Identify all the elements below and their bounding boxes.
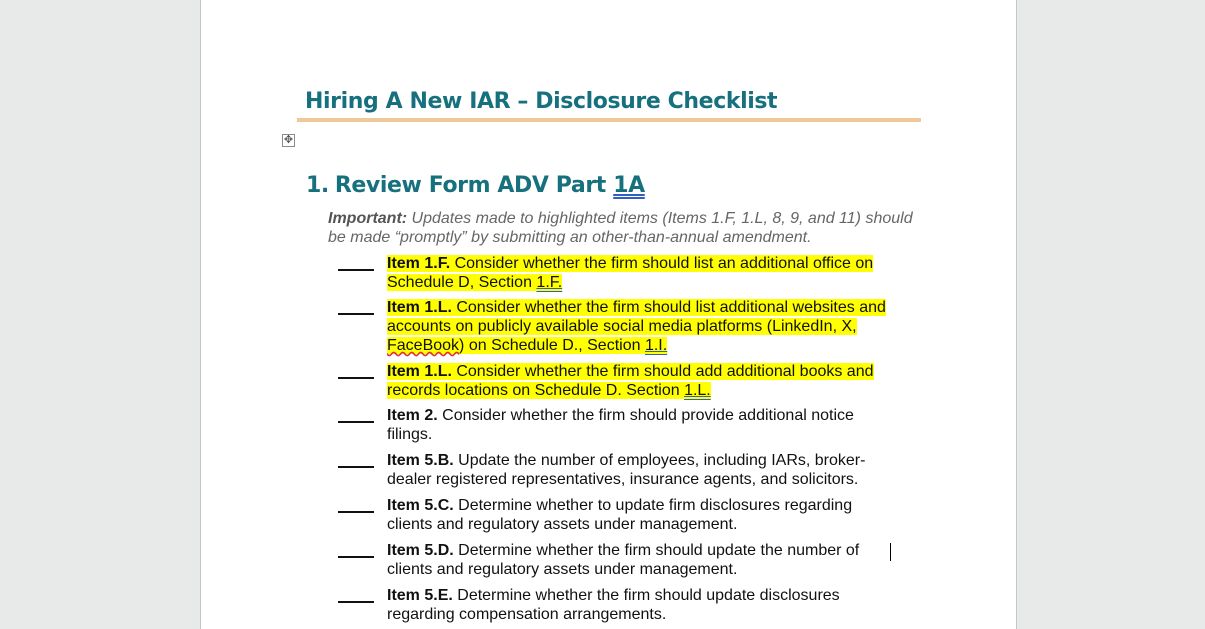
checkbox-blank-line[interactable]	[338, 511, 374, 513]
document-page[interactable]	[200, 0, 1017, 629]
checklist-item-text	[387, 406, 892, 444]
checklist-item-text	[387, 362, 892, 400]
checklist-item-text	[387, 451, 892, 489]
checklist-item-text	[387, 586, 892, 624]
checkbox-blank-line[interactable]	[338, 377, 374, 379]
section-number: 1.	[306, 173, 329, 198]
checklist-item-text	[387, 496, 892, 534]
checkbox-blank-line[interactable]	[338, 269, 374, 271]
important-text: Updates made to highlighted items (Items 1.F, 1.L, 8, 9, and 11) should be made “promptly” by submitting an other-than-annual amendment.	[328, 210, 913, 246]
item-text: Determine whether to update firm disclosures regarding clients and regulatory assets under management.	[387, 497, 853, 533]
checklist-item-text	[387, 541, 892, 579]
checklist-item-text	[387, 298, 892, 355]
document-title: Hiring A New IAR – Disclosure Checklist	[305, 89, 778, 114]
important-note	[328, 209, 928, 247]
item-label: Item 2.	[387, 407, 438, 424]
checkbox-blank-line[interactable]	[338, 466, 374, 468]
section-heading	[306, 173, 645, 198]
checkbox-blank-line[interactable]	[338, 313, 374, 315]
item-text: Determine whether the firm should update the number of clients and regulatory assets under management.	[387, 542, 860, 578]
checkbox-blank-line[interactable]	[338, 421, 374, 423]
item-text: Update the number of employees, including IARs, broker-dealer registered representatives, insurance agents, and solicitors.	[387, 452, 866, 488]
misspelled-word[interactable]: FaceBook	[387, 337, 460, 354]
item-text: Consider whether the firm should add additional books and records locations on Schedule D. Section	[387, 363, 874, 399]
item-label: Item 5.C.	[387, 497, 454, 514]
text-cursor	[890, 543, 891, 561]
section-reference: 1.F.	[536, 274, 563, 291]
item-text: Consider whether the firm should list an additional office on Schedule D, Section	[387, 255, 874, 291]
title-rule	[297, 118, 921, 122]
section-heading-part: 1A	[613, 173, 645, 198]
item-label: Item 5.E.	[387, 587, 453, 604]
important-label: Important:	[328, 210, 408, 227]
checkbox-blank-line[interactable]	[338, 601, 374, 603]
item-label: Item 1.F.	[387, 255, 451, 272]
item-label: Item 5.D.	[387, 542, 454, 559]
item-text: ) on Schedule D., Section	[459, 337, 645, 354]
checklist-item-text	[387, 254, 892, 292]
item-text: Consider whether the firm should list additional websites and accounts on publicly available social media platforms (LinkedIn, X,	[387, 299, 886, 335]
checkbox-blank-line[interactable]	[338, 556, 374, 558]
item-label: Item 1.L.	[387, 363, 452, 380]
table-move-handle-icon[interactable]: ✥	[283, 134, 294, 146]
section-reference: 1.L.	[684, 382, 711, 399]
section-reference: 1.I.	[644, 337, 668, 354]
item-text: Determine whether the firm should update disclosures regarding compensation arrangements.	[387, 587, 840, 623]
item-label: Item 5.B.	[387, 452, 454, 469]
item-text: Consider whether the firm should provide additional notice filings.	[387, 407, 854, 443]
item-label: Item 1.L.	[387, 299, 452, 316]
section-heading-text: Review Form ADV Part	[334, 173, 606, 198]
